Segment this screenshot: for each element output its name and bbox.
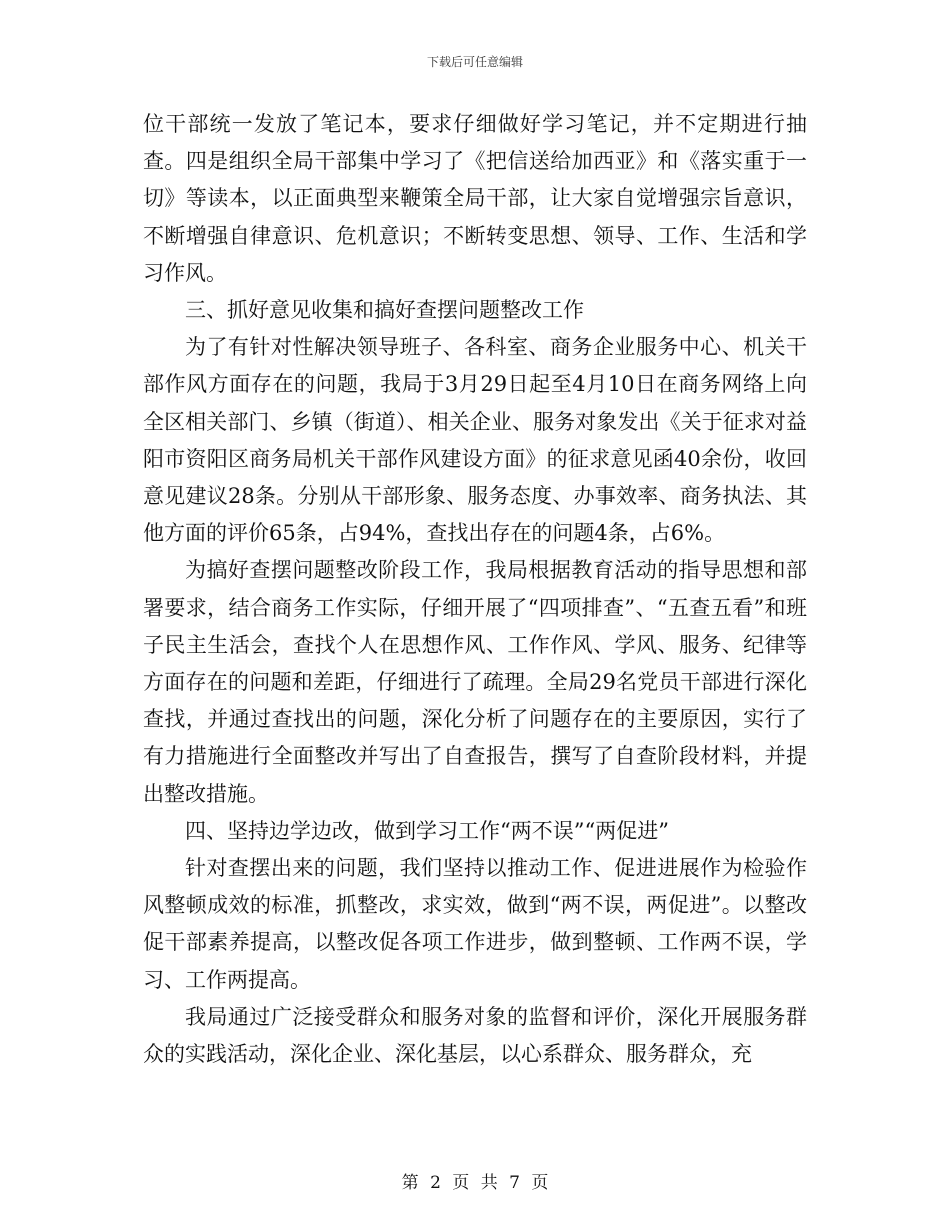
page-number: 第 2 页 共 7 页 — [401, 1173, 549, 1193]
paragraph-5: 我局通过广泛接受群众和服务对象的监督和评价，深化开展服务群众的实践活动，深化企业、深化基层，以心系群众、服务群众，充 — [143, 1004, 807, 1067]
paragraph-4: 针对查摆出来的问题，我们坚持以推动工作、促进进展作为检验作风整顿成效的标准，抓整改，求实效，做到“两不误，两促进”。以整改促干部素养提高，以整改促各项工作进步，做到整顿、工作两不误，学习、工作两提高。 — [143, 856, 807, 992]
page-header: 下载后可任意编辑 — [426, 55, 523, 69]
document-body — [143, 106, 807, 1073]
paragraph-1: 位干部统一发放了笔记本，要求仔细做好学习笔记，并不定期进行抽查。四是组织全局干部集中学习了《把信送给加西亚》和《落实重于一切》等读本，以正面典型来鞭策全局干部，让大家自觉增强宗旨意识，不断增强自律意识、危机意识；不断转变思想、领导、工作、生活和学习作风。 — [143, 112, 807, 285]
section-heading-4: 四、坚持边学边改，做到学习工作“两不误”“两促进” — [185, 818, 669, 843]
paragraph-3: 为搞好查摆问题整改阶段工作，我局根据教育活动的指导思想和部署要求，结合商务工作实际，仔细开展了“四项排查”、“五查五看”和班子民主生活会，查找个人在思想作风、工作作风、学风、服务、纪律等方面存在的问题和差距，仔细进行了疏理。全局29名党员干部进行深化查找，并通过查找出的问题，深化分析了问题存在的主要原因，实行了有力措施进行全面整改并写出了自查报告，撰写了自查阶段材料，并提出整改措施。 — [143, 558, 807, 806]
paragraph-2: 为了有针对性解决领导班子、各科室、商务企业服务中心、机关干部作风方面存在的问题，我局于3月29日起至4月10日在商务网络上向全区相关部门、乡镇（街道）、相关企业、服务对象发出《关于征求对益阳市资阳区商务局机关干部作风建设方面》的征求意见函40余份，收回意见建议28条。分别从干部形象、服务态度、办事效率、商务执法、其他方面的评价65条，占94%，查找出存在的问题4条，占6%。 — [143, 335, 807, 546]
section-heading-3: 三、抓好意见收集和搞好查摆问题整改工作 — [185, 298, 584, 323]
